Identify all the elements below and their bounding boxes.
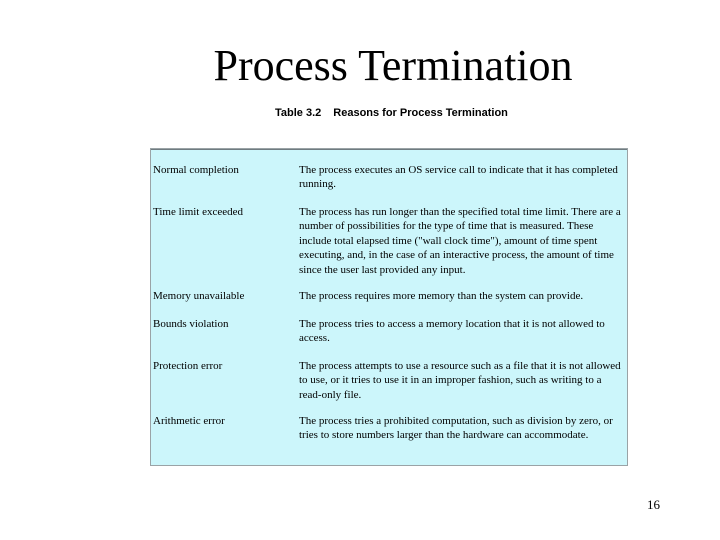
table-caption <box>275 105 508 121</box>
reason-description: The process tries to access a memory location that it is not allowed to access. <box>299 318 605 345</box>
reason-label: Protection error <box>153 360 223 372</box>
table-top-rule <box>151 149 627 150</box>
reason-label: Time limit exceeded <box>153 206 244 218</box>
table-number: Table 3.2 <box>275 107 322 119</box>
page-number: 16 <box>647 497 660 512</box>
reason-description: The process executes an OS service call to indicate that it has completed running. <box>299 164 618 191</box>
reason-description: The process has run longer than the specified total time limit. There are a number of possibilities for the type of time that is measured. These include total elapsed time ("wall clock time"), amount of time spent executing, and, in the case of an interactive process, the amount of time since the user last provided any input. <box>299 206 621 276</box>
reason-label: Memory unavailable <box>153 290 245 302</box>
slide-title: Process Termination <box>213 41 573 90</box>
reason-label: Arithmetic error <box>153 415 225 427</box>
reason-description: The process tries a prohibited computation, such as division by zero, or tries to store numbers larger than the hardware can accommodate. <box>299 415 613 442</box>
reasons-table <box>150 148 628 466</box>
reason-label: Normal completion <box>153 164 239 176</box>
reason-label: Bounds violation <box>153 318 229 330</box>
table-caption-text: Reasons for Process Termination <box>333 107 508 119</box>
reason-description: The process attempts to use a resource such as a file that it is not allowed to use, or it tries to use it in an improper fashion, such as writing to a read-only file. <box>299 360 621 401</box>
reason-description: The process requires more memory than the system can provide. <box>299 290 584 302</box>
